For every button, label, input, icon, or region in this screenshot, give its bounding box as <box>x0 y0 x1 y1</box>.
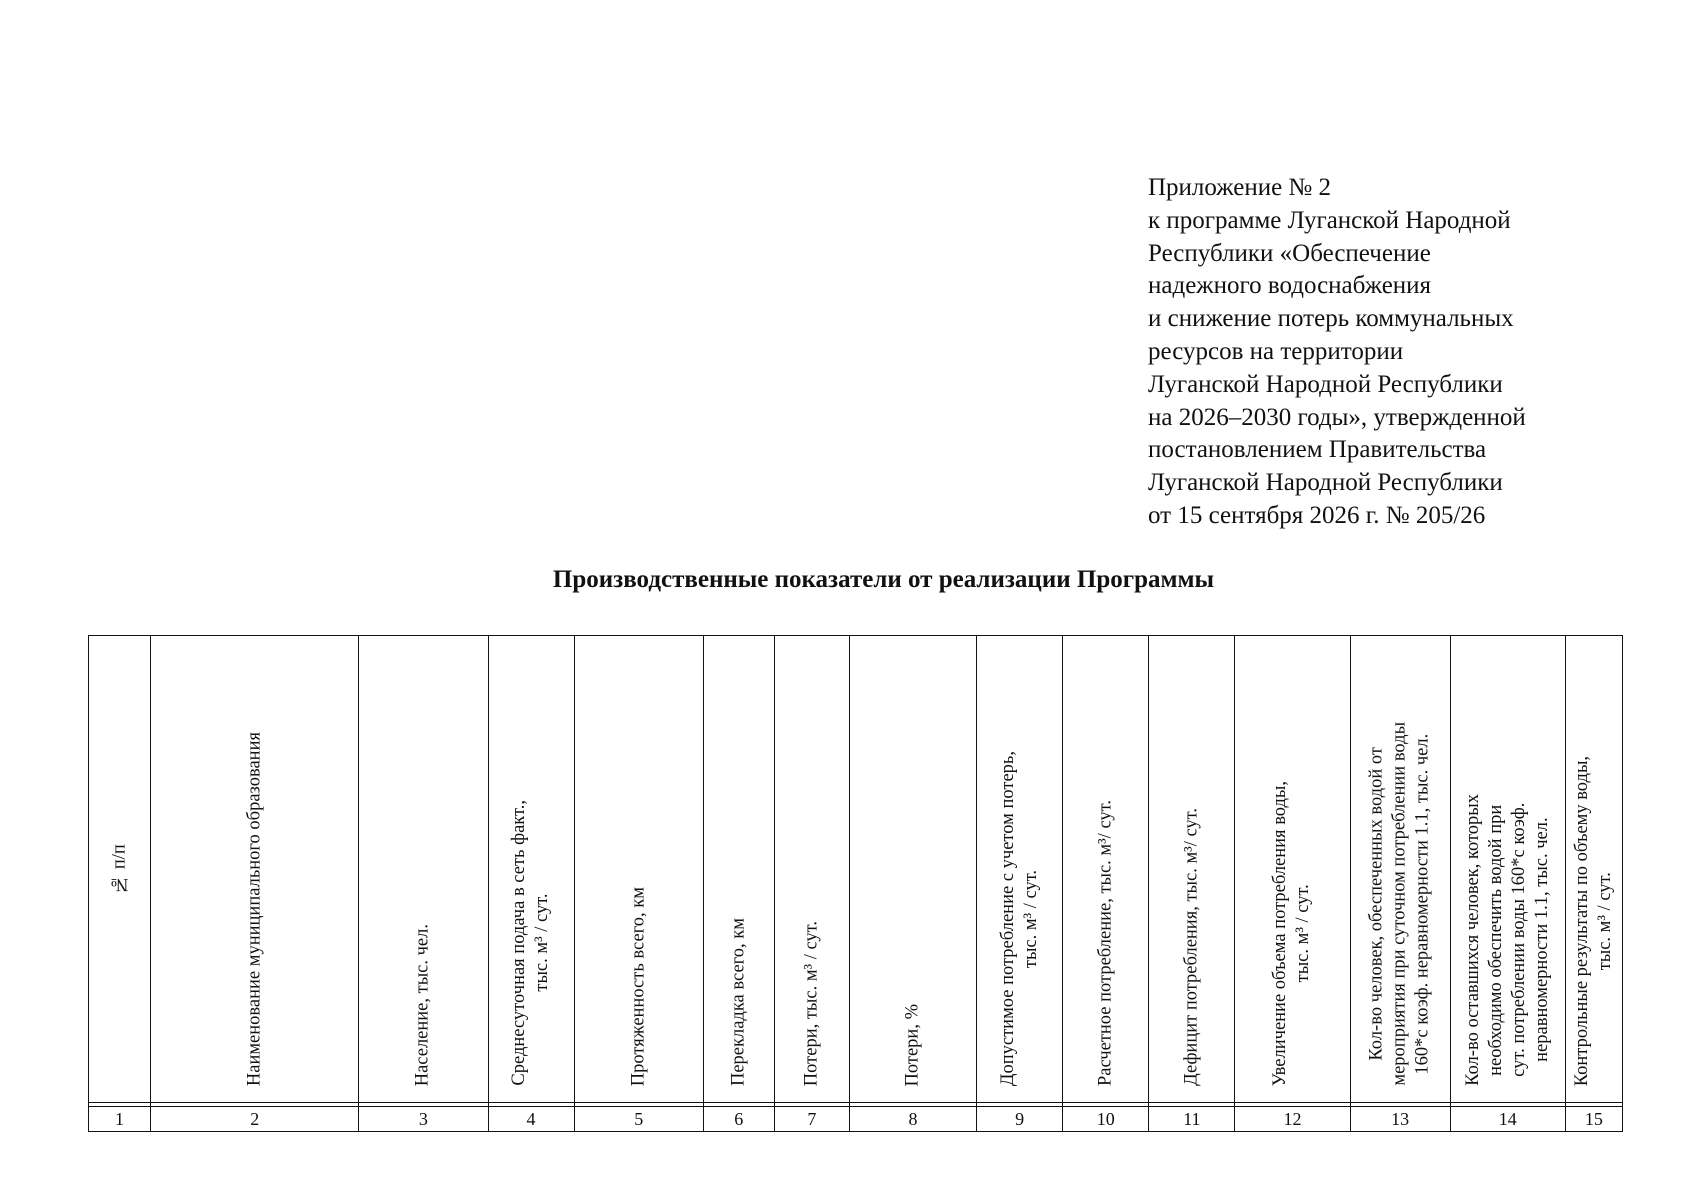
column-number-cell: 5 <box>574 1107 703 1132</box>
appendix-line: к программе Луганской Народной <box>1148 206 1511 234</box>
table-header-row <box>89 636 1623 1103</box>
column-number-cell: 7 <box>774 1107 849 1132</box>
column-header-label: Дефицит потребления, тыс. м³/ сут. <box>1181 808 1202 1086</box>
appendix-line: постановлением Правительства <box>1148 436 1487 464</box>
column-number-cell: 2 <box>151 1107 359 1132</box>
column-header-label: Кол-во оставшихся человек, которых необходимо обеспечить водой при сут. потреблении воды 160*с коэф. неравномерности 1.1, тыс. чел. <box>1462 794 1552 1086</box>
column-header-label: Население, тыс. чел. <box>412 923 433 1086</box>
column-number-cell: 6 <box>703 1107 774 1132</box>
column-header-cell <box>574 636 703 1103</box>
column-header-label: Перекладка всего, км <box>728 917 749 1086</box>
column-header-cell <box>359 636 488 1103</box>
column-number-cell: 10 <box>1063 1107 1149 1132</box>
appendix-line: Республики «Обеспечение <box>1148 239 1431 267</box>
column-header-label: Контрольные результаты по объему воды, тыс. м³ / сут. <box>1571 755 1615 1086</box>
appendix-line: на 2026–2030 годы», утвержденной <box>1148 403 1526 431</box>
column-number-cell: 8 <box>849 1107 976 1132</box>
column-number-cell: 9 <box>977 1107 1063 1132</box>
column-header-label: Допустимое потребление с учетом потерь, тыс. м³ / сут. <box>997 750 1041 1086</box>
column-header-cell <box>774 636 849 1103</box>
indicators-table <box>88 635 1623 1132</box>
appendix-line: от 15 сентября 2026 г. № 205/26 <box>1148 501 1486 529</box>
column-header-label: Кол-во человек, обеспеченных водой от мероприятия при суточном потреблении воды 160*с коэф. неравномерности 1.1, тыс. чел. <box>1366 722 1433 1086</box>
column-header-label: Увеличение объема потребления воды, тыс. м³ / сут. <box>1270 780 1314 1086</box>
appendix-line: надежного водоснабжения <box>1148 272 1432 300</box>
column-header-cell <box>1350 636 1450 1103</box>
column-header-cell <box>977 636 1063 1103</box>
column-header-cell <box>1063 636 1149 1103</box>
document-title: Производственные показатели от реализации Программы <box>552 566 1215 593</box>
column-header-cell <box>1149 636 1235 1103</box>
appendix-line: Луганской Народной Республики <box>1148 469 1503 497</box>
column-header-cell <box>151 636 359 1103</box>
column-number-cell: 15 <box>1565 1107 1622 1132</box>
column-number-cell: 14 <box>1450 1107 1565 1132</box>
column-header-cell <box>1565 636 1622 1103</box>
column-header-cell <box>89 636 151 1103</box>
column-header-cell <box>703 636 774 1103</box>
column-header-cell <box>1235 636 1350 1103</box>
column-number-cell: 12 <box>1235 1107 1350 1132</box>
column-header-label: № п/п <box>109 844 130 894</box>
column-number-cell: 11 <box>1149 1107 1235 1132</box>
column-header-label: Расчетное потребление, тыс. м³/ сут. <box>1095 799 1116 1086</box>
column-number-cell: 1 <box>89 1107 151 1132</box>
column-header-cell <box>1450 636 1565 1103</box>
column-number-row <box>89 1107 1623 1132</box>
column-header-label: Потери, тыс. м³ / сут. <box>801 920 822 1086</box>
appendix-note <box>1148 172 1668 533</box>
appendix-line: Луганской Народной Республики <box>1148 370 1503 398</box>
column-header-cell <box>488 636 574 1103</box>
column-header-label: Наименование муниципального образования <box>244 731 265 1086</box>
column-number-cell: 4 <box>488 1107 574 1132</box>
appendix-line: ресурсов на территории <box>1148 337 1404 365</box>
column-header-label: Потери, % <box>902 1003 923 1086</box>
appendix-line: и снижение потерь коммунальных <box>1148 305 1514 333</box>
column-number-cell: 13 <box>1350 1107 1450 1132</box>
column-header-label: Протяженность всего, км <box>628 886 649 1086</box>
appendix-line: Приложение № 2 <box>1148 174 1332 201</box>
column-header-label: Среднесуточная подача в сеть факт., тыс. м³ / сут. <box>509 800 553 1086</box>
column-header-cell <box>849 636 976 1103</box>
column-number-cell: 3 <box>359 1107 488 1132</box>
